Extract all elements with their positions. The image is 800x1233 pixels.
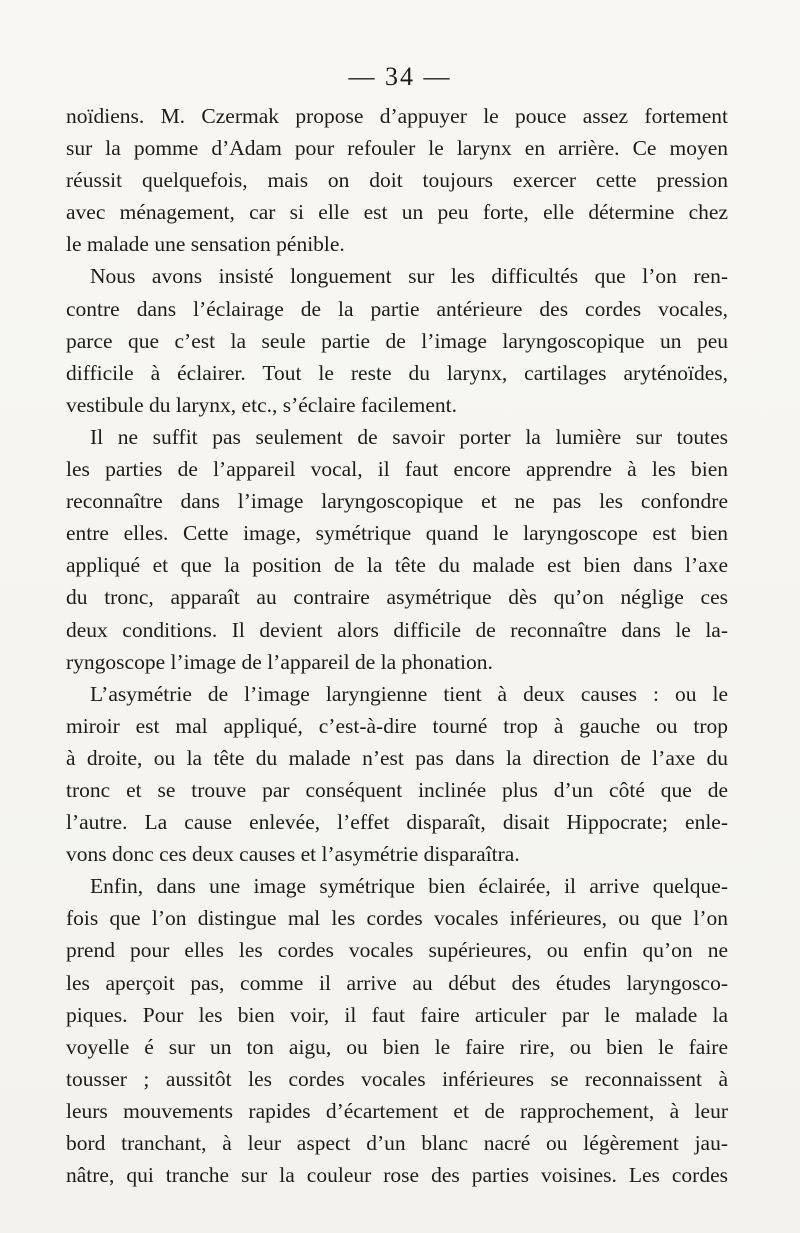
text-line: Il ne suffit pas seulement de savoir porter la lumière sur toutes (90, 424, 728, 449)
text-line: tronc et se trouve par conséquent inclinée plus d’un côté que de (66, 777, 728, 802)
text-line: les parties de l’appareil vocal, il faut encore apprendre à les bien (66, 457, 728, 482)
text-line: vons donc ces deux causes et l’asymétrie disparaîtra. (66, 842, 520, 867)
text-line: Enfin, dans une image symétrique bien éclairée, il arrive quelque- (90, 874, 728, 899)
text-line: les aperçoit pas, comme il arrive au début des études laryngosco- (66, 970, 728, 995)
text-line: entre elles. Cette image, symétrique quand le laryngoscope est bien (66, 521, 728, 546)
text-line: leurs mouvements rapides d’écartement et de rapprochement, à leur (66, 1098, 728, 1123)
text-line: difficile à éclairer. Tout le reste du larynx, cartilages aryténoïdes, (66, 360, 728, 385)
body-text (66, 100, 728, 1191)
text-line: miroir est mal appliqué, c’est-à-dire tourné trop à gauche ou trop (66, 713, 728, 738)
text-line: bord tranchant, à leur aspect d’un blanc nacré ou légèrement jau- (66, 1131, 728, 1155)
text-line: vestibule du larynx, etc., s’éclaire facilement. (66, 392, 458, 417)
text-line: du tronc, apparaît au contraire asymétrique dès qu’on néglige ces (66, 585, 728, 610)
text-line: deux conditions. Il devient alors difficile de reconnaître dans le la- (66, 617, 728, 642)
text-line: parce que c’est la seule partie de l’image laryngoscopique un peu (66, 328, 728, 353)
text-line: Nous avons insisté longuement sur les difficultés que l’on ren- (90, 264, 728, 289)
text-line: voyelle é sur un ton aigu, ou bien le faire rire, ou bien le faire (66, 1034, 728, 1059)
text-line: piques. Pour les bien voir, il faut faire articuler par le malade la (66, 1002, 728, 1027)
text-line: ryngoscope l’image de l’appareil de la phonation. (66, 649, 493, 674)
text-line: à droite, ou la tête du malade n’est pas dans la direction de l’axe du (66, 745, 728, 770)
text-line: noïdiens. M. Czermak propose d’appuyer le pouce assez fortement (66, 104, 728, 128)
text-line: l’autre. La cause enlevée, l’effet disparaît, disait Hippocrate; enle- (66, 810, 728, 835)
text-line: avec ménagement, car si elle est un peu forte, elle détermine chez (66, 200, 728, 225)
text-line: reconnaître dans l’image laryngoscopique et ne pas les confondre (66, 489, 728, 514)
text-line: L’asymétrie de l’image laryngienne tient à deux causes : ou le (90, 681, 728, 706)
text-line: le malade une sensation pénible. (66, 232, 345, 257)
text-line: contre dans l’éclairage de la partie antérieure des cordes vocales, (66, 296, 728, 321)
text-line: sur la pomme d’Adam pour refouler le larynx en arrière. Ce moyen (66, 136, 728, 161)
text-line: appliqué et que la position de la tête du malade est bien dans l’axe (66, 553, 728, 578)
text-line: prend pour elles les cordes vocales supérieures, ou enfin qu’on ne (66, 938, 728, 963)
text-line: nâtre, qui tranche sur la couleur rose des parties voisines. Les cordes (66, 1163, 728, 1188)
text-line: tousser ; aussitôt les cordes vocales inférieures se reconnaissent à (66, 1066, 728, 1091)
page-number: — 34 — (348, 62, 452, 91)
text-line: fois que l’on distingue mal les cordes vocales inférieures, ou que l’on (66, 906, 728, 931)
text-line: réussit quelquefois, mais on doit toujours exercer cette pression (66, 168, 728, 193)
